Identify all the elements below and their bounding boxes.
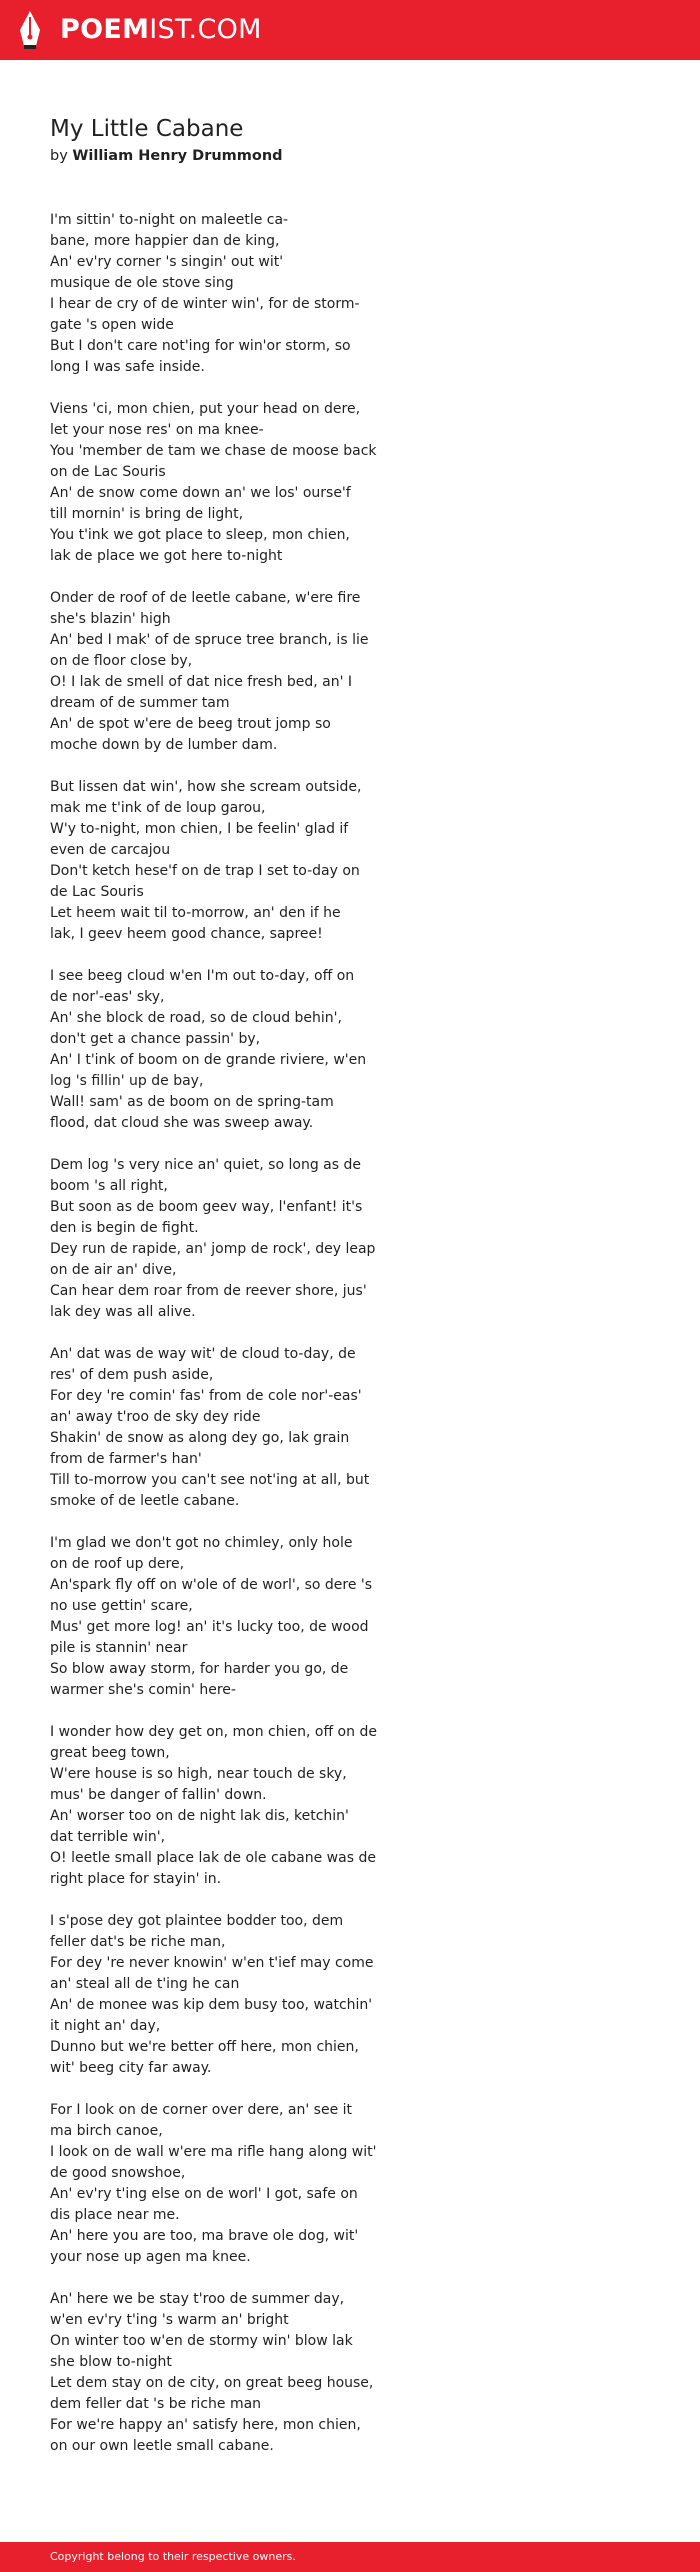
- poem-line: Dunno but we're better off here, mon chien,: [50, 2039, 359, 2055]
- poem-line: don't get a chance passin' by,: [50, 1031, 261, 1047]
- poem-line: So blow away storm, for harder you go, de: [50, 1661, 349, 1677]
- poem-line: dis place near me.: [50, 2207, 180, 2223]
- poem-line: on de air an' dive,: [50, 1262, 177, 1278]
- poem-line: W'y to-night, mon chien, I be feelin' glad if: [50, 821, 349, 837]
- poem-line: An' bed I mak' of de spruce tree branch, is lie: [50, 632, 369, 648]
- poem-line: An' here we be stay t'roo de summer day,: [50, 2291, 345, 2307]
- poem-line: let your nose res' on ma knee-: [50, 422, 264, 438]
- poem-line: An' she block de road, so de cloud behin',: [50, 1010, 342, 1026]
- stanza: [50, 777, 380, 945]
- stanza: [50, 1722, 380, 1890]
- poem-line: Let dem stay on de city, on great beeg house,: [50, 2375, 374, 2391]
- logo-bold-text: POEM: [60, 14, 150, 45]
- poem-line: warmer she's comin' here-: [50, 1682, 236, 1698]
- poem-line: But I don't care not'ing for win'or storm, so: [50, 338, 351, 354]
- poem-line: she's blazin' high: [50, 611, 171, 627]
- poem-line: Shakin' de snow as along dey go, lak grain: [50, 1430, 350, 1446]
- poem-line: long I was safe inside.: [50, 359, 205, 375]
- poem-line: bane, more happier dan de king,: [50, 233, 280, 249]
- poem-line: Till to-morrow you can't see not'ing at all, but: [50, 1472, 370, 1488]
- by-label: by: [50, 148, 68, 164]
- poem-content: [50, 114, 380, 2478]
- poem-line: even de carcajou: [50, 842, 171, 858]
- poem-line: on de Lac Souris: [50, 464, 166, 480]
- poem-line: ma birch canoe,: [50, 2123, 163, 2139]
- poem-line: on our own leetle small cabane.: [50, 2438, 274, 2454]
- copyright-text: Copyright belong to their respective owners.: [50, 2550, 296, 2563]
- poem-line: great beeg town,: [50, 1745, 170, 1761]
- stanza: [50, 1533, 380, 1701]
- poem-line: de Lac Souris: [50, 884, 144, 900]
- poem-line: An'spark fly off on w'ole of de worl', so dere 's: [50, 1577, 373, 1593]
- poem-line: I hear de cry of de winter win', for de storm-: [50, 296, 360, 312]
- poem-line: O! I lak de smell of dat nice fresh bed, an' I: [50, 674, 353, 690]
- poem-line: An' dat was de way wit' de cloud to-day, de: [50, 1346, 356, 1362]
- poem-line: Viens 'ci, mon chien, put your head on dere,: [50, 401, 361, 417]
- poem-line: An' ev'ry corner 's singin' out wit': [50, 254, 284, 270]
- poem-line: boom 's all right,: [50, 1178, 168, 1194]
- poem-line: lak, I geev heem good chance, sapree!: [50, 926, 323, 942]
- stanza: [50, 1344, 380, 1512]
- poem-line: lak dey was all alive.: [50, 1304, 196, 1320]
- poem-line: Dey run de rapide, an' jomp de rock', dey leap: [50, 1241, 376, 1257]
- poem-line: An' ev'ry t'ing else on de worl' I got, safe on: [50, 2186, 358, 2202]
- poem-line: For dey 're comin' fas' from de cole nor'-eas': [50, 1388, 362, 1404]
- stanza: [50, 966, 380, 1134]
- poem-line: de nor'-eas' sky,: [50, 989, 165, 1005]
- poem-line: flood, dat cloud she was sweep away.: [50, 1115, 314, 1131]
- stanza: [50, 1155, 380, 1323]
- poem-line: gate 's open wide: [50, 317, 174, 333]
- poem-line: An' here you are too, ma brave ole dog, wit': [50, 2228, 359, 2244]
- poem-line: For I look on de corner over dere, an' see it: [50, 2102, 353, 2118]
- poem-line: I wonder how dey get on, mon chien, off on de: [50, 1724, 377, 1740]
- poem-line: I s'pose dey got plaintee bodder too, dem: [50, 1913, 344, 1929]
- poem-line: I'm glad we don't got no chimley, only hole: [50, 1535, 353, 1551]
- poem-line: w'en ev'ry t'ing 's warm an' bright: [50, 2312, 289, 2328]
- poem-title: My Little Cabane: [50, 116, 244, 142]
- poem-line: feller dat's be riche man,: [50, 1934, 226, 1950]
- poem-line: O! leetle small place lak de ole cabane was de: [50, 1850, 376, 1866]
- poem-line: I'm sittin' to-night on maleetle ca-: [50, 212, 289, 228]
- poem-line: You t'ink we got place to sleep, mon chien,: [50, 527, 350, 543]
- poem-line: W'ere house is so high, near touch de sky,: [50, 1766, 347, 1782]
- poem-line: log 's fillin' up de bay,: [50, 1073, 204, 1089]
- poem-line: on de floor close by,: [50, 653, 193, 669]
- poem-line: dream of de summer tam: [50, 695, 230, 711]
- logo-light-text: IST.COM: [149, 14, 262, 45]
- poem-line: res' of dem push aside,: [50, 1367, 214, 1383]
- poem-line: moche down by de lumber dam.: [50, 737, 278, 753]
- stanza: [50, 2289, 380, 2457]
- poem-line: on de roof up dere,: [50, 1556, 185, 1572]
- poem-line: Dem log 's very nice an' quiet, so long as de: [50, 1157, 361, 1173]
- poem-line: You 'member de tam we chase de moose back: [50, 443, 377, 459]
- site-footer: [0, 2542, 700, 2572]
- poem-line: Wall! sam' as de boom on de spring-tam: [50, 1094, 334, 1110]
- poem-line: But soon as de boom geev way, l'enfant! it's: [50, 1199, 363, 1215]
- site-header: [0, 0, 700, 60]
- poem-line: For we're happy an' satisfy here, mon chien,: [50, 2417, 361, 2433]
- poem-line: An' de spot w'ere de beeg trout jomp so: [50, 716, 331, 732]
- poem-byline: [50, 146, 380, 166]
- poem-line: Can hear dem roar from de reever shore, jus': [50, 1283, 367, 1299]
- stanza: [50, 588, 380, 756]
- site-logo[interactable]: [60, 13, 262, 47]
- stanza: [50, 210, 380, 378]
- poem-line: On winter too w'en de stormy win' blow lak: [50, 2333, 353, 2349]
- poem-line: pile is stannin' near: [50, 1640, 188, 1656]
- poem-line: I see beeg cloud w'en I'm out to-day, off on: [50, 968, 355, 984]
- poem-line: she blow to-night: [50, 2354, 172, 2370]
- poem-line: An' de monee was kip dem busy too, watchin': [50, 1997, 373, 2013]
- poem-line: right place for stayin' in.: [50, 1871, 222, 1887]
- poem-body: [50, 210, 380, 2457]
- poem-line: I look on de wall w'ere ma rifle hang along wit': [50, 2144, 377, 2160]
- poem-line: an' steal all de t'ing he can: [50, 1976, 240, 1992]
- poem-line: mus' be danger of fallin' down.: [50, 1787, 267, 1803]
- poem-line: Let heem wait til to-morrow, an' den if he: [50, 905, 341, 921]
- poem-line: it night an' day,: [50, 2018, 161, 2034]
- poem-line: dem feller dat 's be riche man: [50, 2396, 262, 2412]
- poem-line: Don't ketch hese'f on de trap I set to-day on: [50, 863, 360, 879]
- pen-nib-icon[interactable]: [17, 10, 43, 50]
- poem-line: de good snowshoe,: [50, 2165, 186, 2181]
- poem-author[interactable]: William Henry Drummond: [72, 148, 283, 164]
- poem-line: An' I t'ink of boom on de grande riviere, w'en: [50, 1052, 367, 1068]
- poem-line: Onder de roof of de leetle cabane, w'ere fire: [50, 590, 361, 606]
- stanza: [50, 2100, 380, 2268]
- poem-line: musique de ole stove sing: [50, 275, 234, 291]
- poem-line: Mus' get more log! an' it's lucky too, de wood: [50, 1619, 369, 1635]
- poem-line: from de farmer's han': [50, 1451, 202, 1467]
- poem-line: An' de snow come down an' we los' ourse'f: [50, 485, 351, 501]
- poem-line: But lissen dat win', how she scream outside,: [50, 779, 362, 795]
- poem-line: dat terrible win',: [50, 1829, 166, 1845]
- stanza: [50, 1911, 380, 2079]
- stanza: [50, 399, 380, 567]
- poem-line: lak de place we got here to-night: [50, 548, 283, 564]
- poem-line: den is begin de fight.: [50, 1220, 199, 1236]
- poem-line: an' away t'roo de sky dey ride: [50, 1409, 261, 1425]
- poem-line: no use gettin' scare,: [50, 1598, 193, 1614]
- poem-line: For dey 're never knowin' w'en t'ief may come: [50, 1955, 374, 1971]
- poem-line: mak me t'ink of de loup garou,: [50, 800, 266, 816]
- poem-line: wit' beeg city far away.: [50, 2060, 212, 2076]
- poem-line: An' worser too on de night lak dis, ketchin': [50, 1808, 349, 1824]
- poem-line: your nose up agen ma knee.: [50, 2249, 251, 2265]
- poem-line: smoke of de leetle cabane.: [50, 1493, 240, 1509]
- poem-line: till mornin' is bring de light,: [50, 506, 244, 522]
